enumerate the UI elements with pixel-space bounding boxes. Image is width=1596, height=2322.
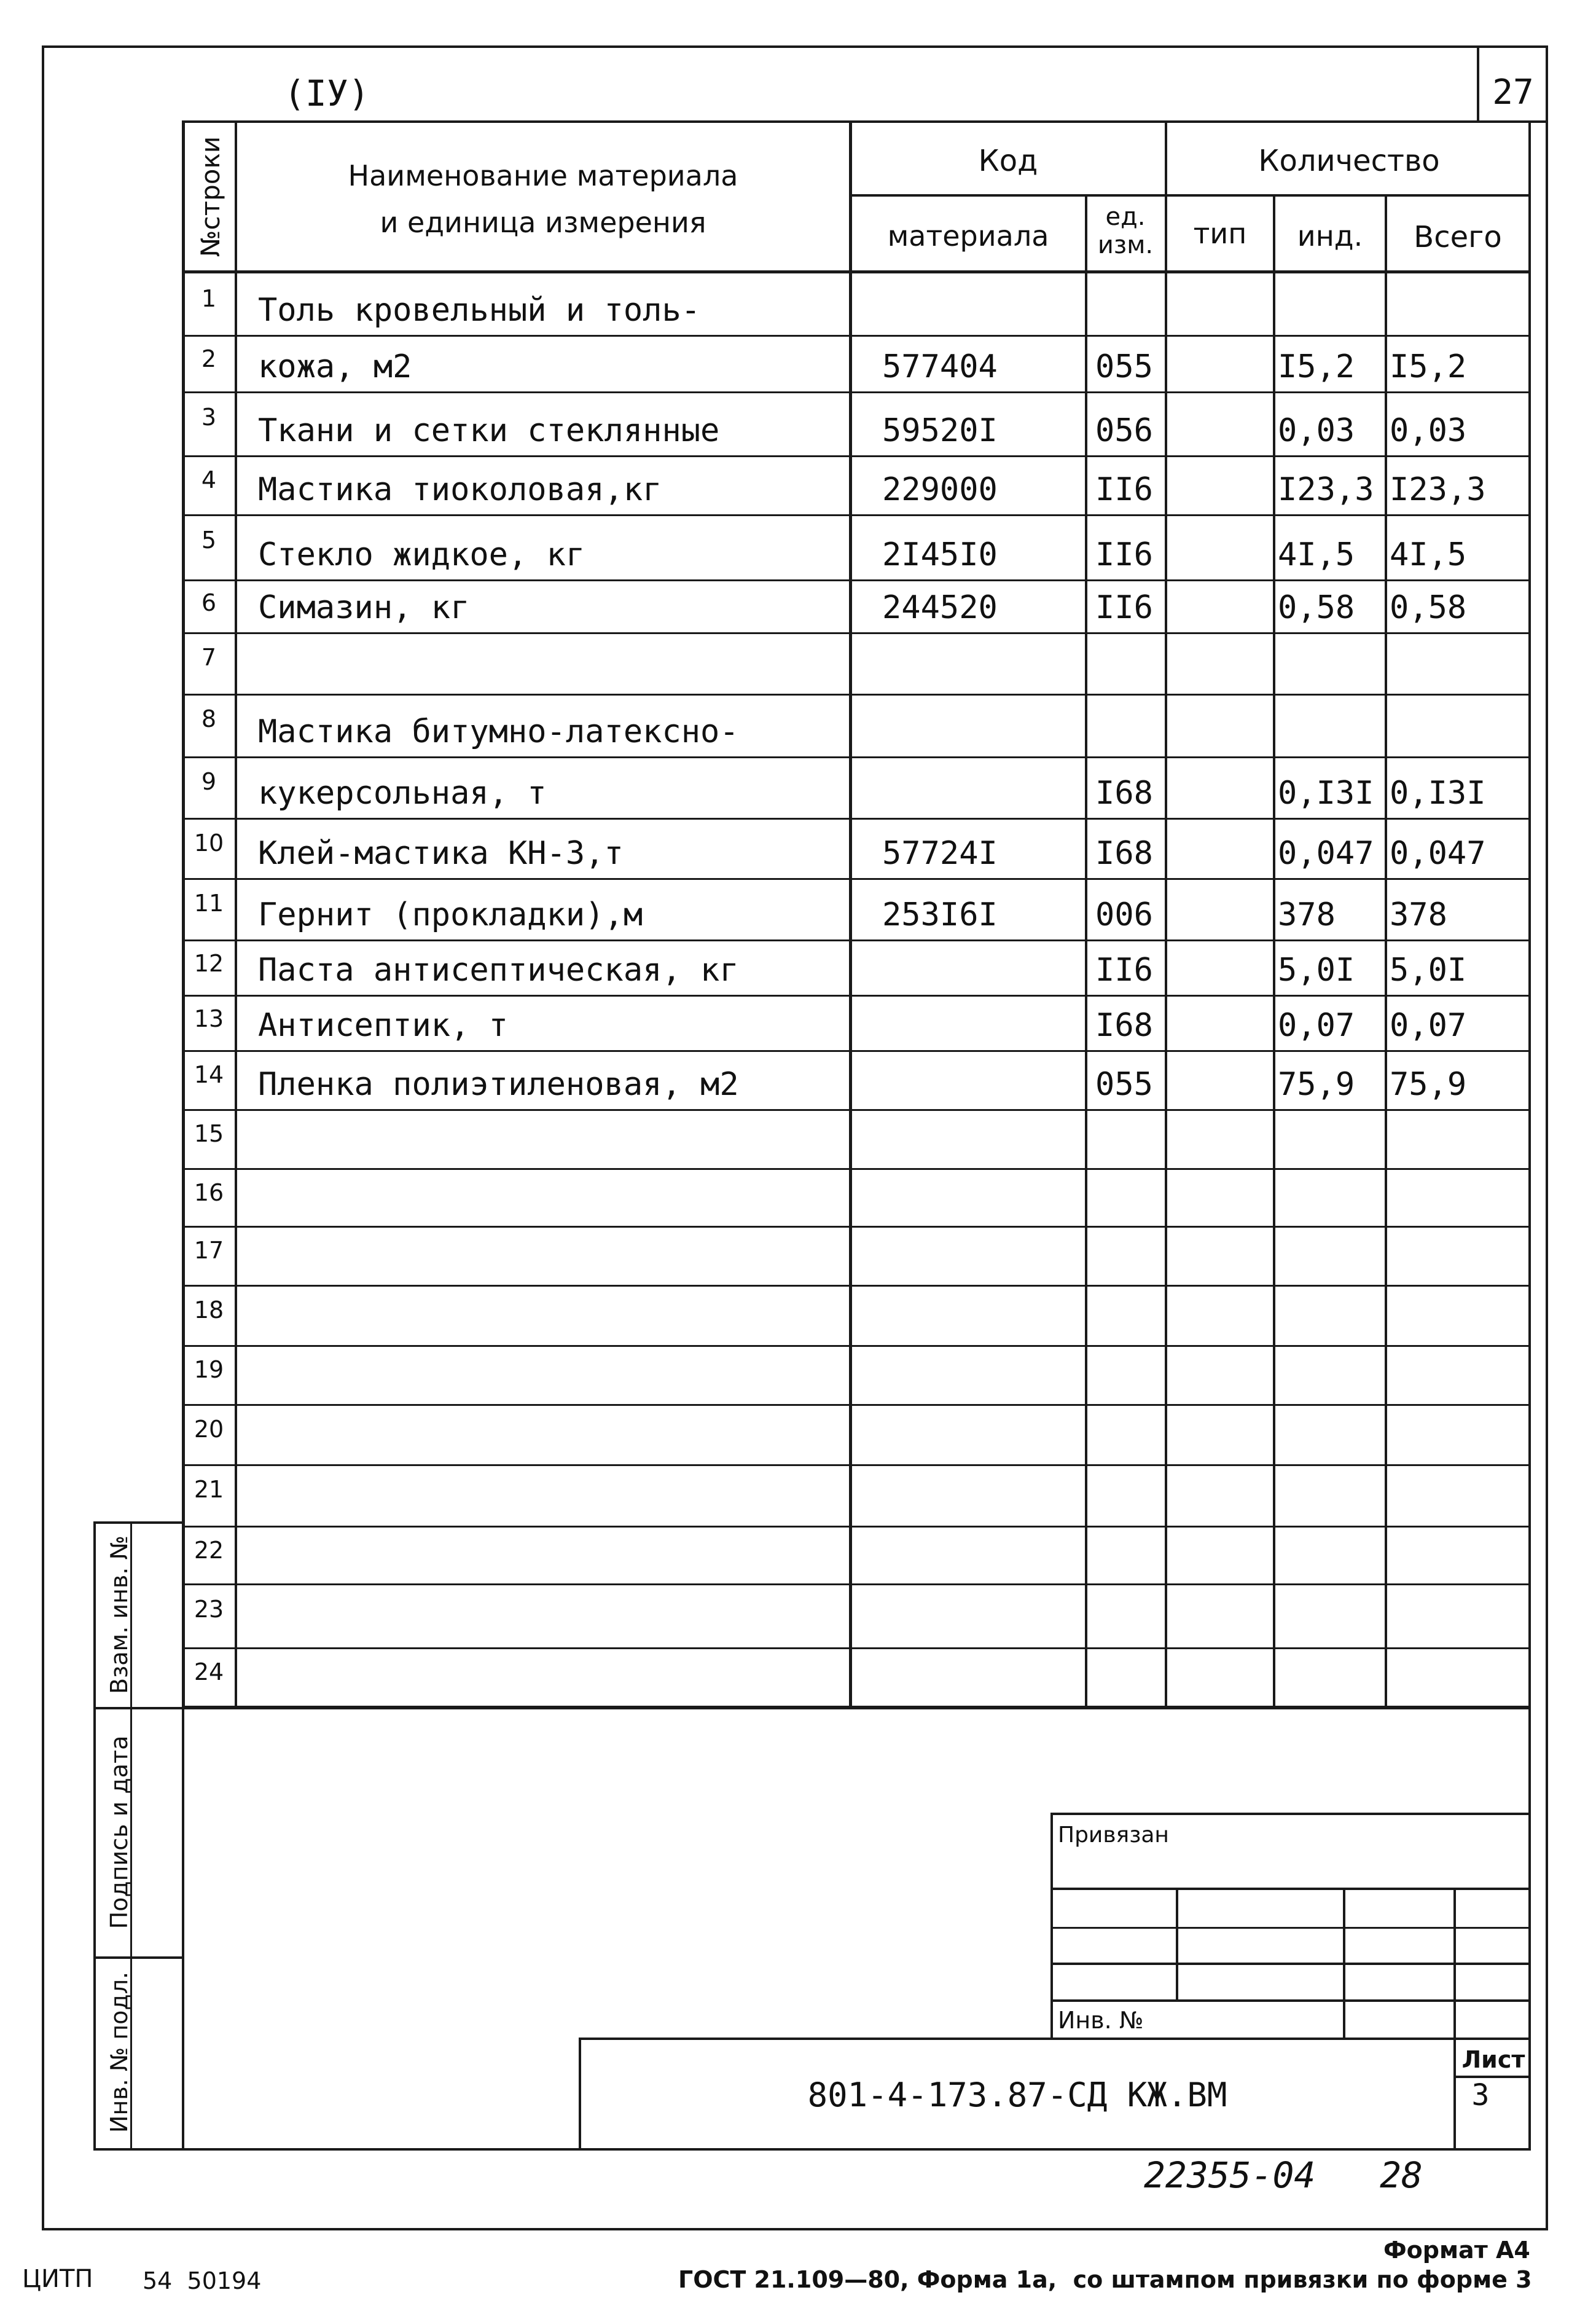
side-stamp-div1: [93, 1707, 182, 1709]
cell-name: Паста антисептическая, кг: [258, 952, 739, 989]
privyazan-top: [1050, 1813, 1531, 1815]
cell-name: Мастика битумно-латексно-: [258, 713, 739, 750]
cell-name: кожа, м2: [258, 348, 412, 385]
cell-total: I5,2: [1390, 348, 1467, 385]
inv-no-label: Инв. №: [1058, 2007, 1144, 2034]
handwritten-number: 22355-04 28: [1144, 2154, 1423, 2196]
bottom-block-right: [1528, 1707, 1531, 2151]
table-row: [182, 939, 1531, 995]
cell-total: 378: [1390, 896, 1447, 933]
section-label: (IУ): [284, 73, 370, 114]
row-number: 14: [194, 1061, 224, 1089]
table-row: [182, 455, 1531, 514]
header-code-unit: ед. изм.: [1097, 203, 1154, 259]
cell-code: 57724I: [882, 835, 998, 872]
header-row-number: №строки: [195, 136, 225, 257]
row-number: 19: [194, 1356, 224, 1384]
cell-unit: I68: [1095, 775, 1153, 812]
cell-name: Стекло жидкое, кг: [258, 536, 585, 573]
table-row: [182, 335, 1531, 391]
table-row: [182, 1285, 1531, 1345]
cell-unit: II6: [1095, 536, 1153, 573]
cell-ind: 378: [1278, 896, 1336, 933]
row-number: 1: [201, 285, 217, 312]
table-row: [182, 391, 1531, 455]
cell-name: Гернит (прокладки),м: [258, 896, 643, 933]
cell-name: Толь кровельный и толь-: [258, 292, 701, 329]
row-number: 24: [194, 1658, 224, 1685]
list-value: 3: [1471, 2078, 1490, 2112]
cell-code: 577404: [882, 348, 998, 385]
table-row: [182, 694, 1531, 756]
row-number: 4: [201, 466, 217, 494]
table-row: [182, 1404, 1531, 1464]
table-row: [182, 273, 1531, 335]
cell-unit: I68: [1095, 1007, 1153, 1044]
row-number: 2: [201, 345, 217, 373]
cell-ind: 0,047: [1278, 835, 1374, 872]
cell-ind: 5,0I: [1278, 952, 1355, 989]
row-number: 15: [194, 1120, 224, 1148]
list-label: Лист: [1461, 2046, 1525, 2073]
table-row: [182, 1109, 1531, 1168]
table-row: [182, 632, 1531, 694]
cell-unit: 056: [1095, 412, 1153, 449]
cell-name: Антисептик, т: [258, 1007, 508, 1044]
header-name: [237, 159, 849, 240]
cell-name: Пленка полиэтиленовая, м2: [258, 1066, 739, 1103]
cell-unit: I68: [1095, 835, 1153, 872]
side-vzam-inv: Взам. инв. №: [106, 1536, 133, 1695]
bottom-block-top: [182, 1707, 1531, 1709]
designation: 801-4-173.87-СД КЖ.ВМ: [807, 2076, 1227, 2114]
side-podpis-data: Подпись и дата: [106, 1735, 133, 1929]
side-stamp-left: [93, 1521, 96, 2151]
cell-code: 59520I: [882, 412, 998, 449]
table-row: [182, 1583, 1531, 1647]
cell-ind: 0,03: [1278, 412, 1355, 449]
footer-gost: ГОСТ 21.109—80, Форма 1а, со штампом привязки по форме 3: [678, 2266, 1532, 2293]
header-name-line2: и единица измерения: [380, 205, 706, 239]
table-row: [182, 1647, 1531, 1706]
cell-unit: 006: [1095, 896, 1153, 933]
row-number: 5: [201, 527, 217, 554]
table-row: [182, 878, 1531, 939]
footer-order: 54 50194: [143, 2267, 262, 2294]
cell-code: 253I6I: [882, 896, 998, 933]
page-number-box-left: [1477, 45, 1479, 122]
row-number: 7: [201, 644, 217, 671]
row-number: 10: [194, 829, 224, 857]
cell-code: 2I45I0: [882, 536, 998, 573]
privyazan-label: Привязан: [1058, 1822, 1169, 1848]
table-row: [182, 514, 1531, 579]
row-number: 12: [194, 949, 224, 977]
row-number: 21: [194, 1476, 224, 1503]
frame-right: [1546, 45, 1548, 2230]
row-number: 8: [201, 705, 217, 733]
cell-total: 0,047: [1390, 835, 1486, 872]
table-row: [182, 756, 1531, 818]
header-name-line1: Наименование материала: [348, 159, 738, 192]
row-number: 17: [194, 1237, 224, 1265]
cell-ind: 0,I3I: [1278, 775, 1374, 812]
table-row: [182, 1226, 1531, 1285]
cell-total: 0,I3I: [1390, 775, 1486, 812]
cell-name: Ткани и сетки стеклянные: [258, 412, 720, 449]
cell-name: Клей-мастика КН-3,т: [258, 835, 624, 872]
row-number: 13: [194, 1005, 224, 1032]
cell-unit: II6: [1095, 589, 1153, 626]
header-qty-type: тип: [1193, 217, 1247, 250]
row-number: 18: [194, 1296, 224, 1324]
footer-format: Формат А4: [1383, 2237, 1530, 2264]
cell-ind: 75,9: [1278, 1066, 1355, 1103]
table-row: [182, 579, 1531, 632]
header-qty-total: Всего: [1414, 220, 1502, 254]
cell-name: кукерсольная, т: [258, 775, 547, 812]
cell-unit: 055: [1095, 348, 1153, 385]
row-number: 3: [201, 403, 217, 431]
frame-top: [42, 45, 1548, 48]
cell-ind: I5,2: [1278, 348, 1355, 385]
row-number: 11: [194, 890, 224, 917]
materials-table: [182, 120, 1531, 1708]
cell-name: Мастика тиоколовая,кг: [258, 471, 662, 508]
cell-ind: 0,58: [1278, 589, 1355, 626]
table-row: [182, 818, 1531, 878]
table-row: [182, 1464, 1531, 1526]
cell-name: Симазин, кг: [258, 589, 470, 626]
page-number: 27: [1492, 73, 1534, 112]
row-number: 20: [194, 1415, 224, 1443]
header-qty-ind: инд.: [1297, 219, 1363, 253]
header-code-material: материала: [887, 219, 1049, 253]
row-number: 23: [194, 1595, 224, 1623]
cell-unit: 055: [1095, 1066, 1153, 1103]
cell-code: 229000: [882, 471, 998, 508]
cell-total: 4I,5: [1390, 536, 1467, 573]
cell-total: 0,03: [1390, 412, 1467, 449]
privyazan-left: [1050, 1813, 1053, 2040]
cell-total: I23,3: [1390, 471, 1486, 508]
row-number: 16: [194, 1179, 224, 1206]
footer-org: ЦИТП: [22, 2265, 93, 2293]
cell-code: 244520: [882, 589, 998, 626]
side-stamp-bottom: [93, 2148, 182, 2151]
bottom-block-bottom: [182, 2148, 1531, 2151]
row-number: 22: [194, 1536, 224, 1564]
table-row: [182, 1168, 1531, 1226]
title-block-top: [579, 2038, 1531, 2040]
side-stamp-div2: [93, 1956, 182, 1959]
cell-total: 75,9: [1390, 1066, 1467, 1103]
table-row: [182, 1345, 1531, 1404]
cell-ind: I23,3: [1278, 471, 1374, 508]
table-row: [182, 1050, 1531, 1109]
row-number: 6: [201, 589, 217, 616]
cell-ind: 0,07: [1278, 1007, 1355, 1044]
table-row: [182, 1526, 1531, 1583]
frame-bottom: [42, 2228, 1548, 2230]
header-code: Код: [978, 144, 1038, 178]
cell-unit: II6: [1095, 952, 1153, 989]
row-number: 9: [201, 768, 217, 795]
cell-total: 0,58: [1390, 589, 1467, 626]
cell-total: 5,0I: [1390, 952, 1467, 989]
table-row: [182, 995, 1531, 1050]
header-quantity: Количество: [1258, 144, 1440, 178]
bottom-block-left: [182, 1707, 184, 2151]
cell-unit: II6: [1095, 471, 1153, 508]
cell-ind: 4I,5: [1278, 536, 1355, 573]
frame-left: [42, 45, 44, 2230]
side-inv-podl: Инв. № подл.: [106, 1971, 133, 2133]
cell-total: 0,07: [1390, 1007, 1467, 1044]
